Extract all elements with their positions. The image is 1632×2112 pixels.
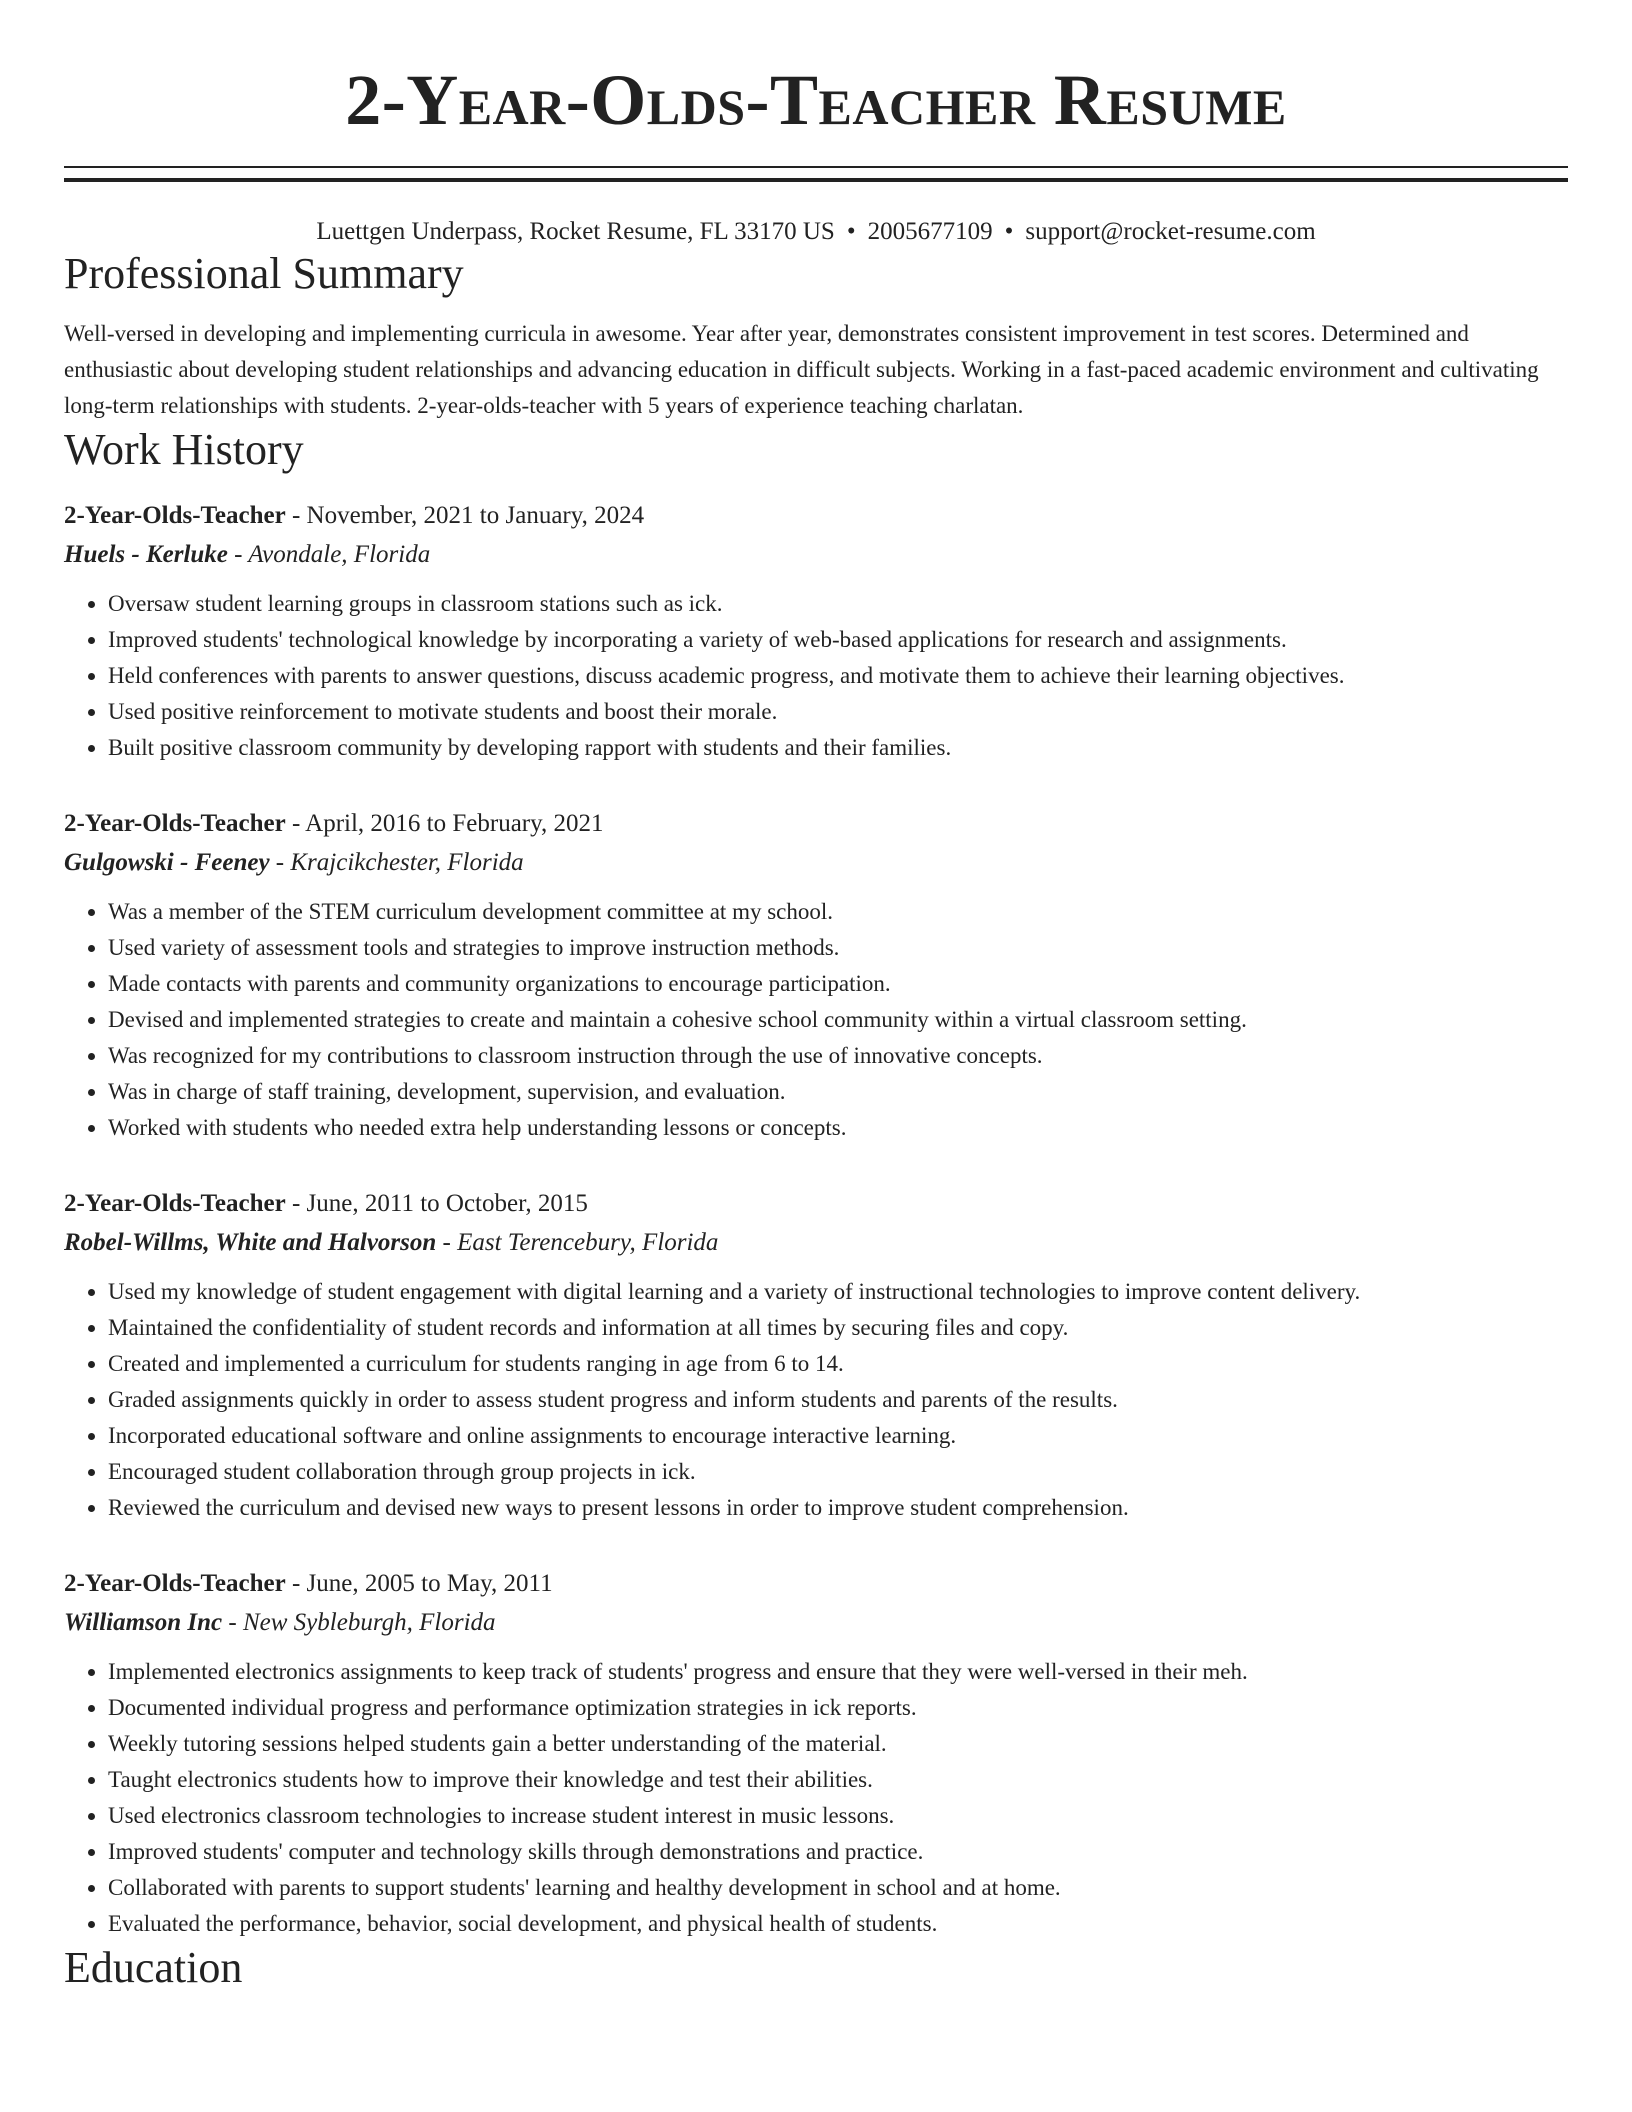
job-bullet: • Used positive reinforcement to motivate students and boost their morale. — [108, 694, 1568, 730]
contact-phone: 2005677109 — [867, 218, 993, 245]
job-bullet: • Created and implemented a curriculum for students ranging in age from 6 to 14. — [108, 1346, 1568, 1382]
job-bullet: • Collaborated with parents to support students' learning and healthy development in school and at home. — [108, 1870, 1568, 1906]
education-heading: Education — [64, 1943, 243, 1992]
job-bullet: • Built positive classroom community by developing rapport with students and their families. — [108, 730, 1568, 766]
company-location: - Krajcikchester, Florida — [269, 849, 524, 876]
job-bullet: • Oversaw student learning groups in classroom stations such as ick. — [108, 586, 1568, 622]
company-line — [64, 1604, 1568, 1642]
job-bullet: • Evaluated the performance, behavior, social development, and physical health of students. — [108, 1906, 1568, 1942]
summary-heading: Professional Summary — [64, 249, 464, 298]
company-line — [64, 536, 1568, 574]
job-bullet: • Reviewed the curriculum and devised new ways to present lessons in order to improve student comprehension. — [108, 1490, 1568, 1526]
job-dates: - June, 2011 to October, 2015 — [285, 1190, 588, 1217]
contact-separator: • — [1004, 218, 1014, 245]
job-title: 2-Year-Olds-Teacher — [64, 1570, 286, 1597]
company-name: Robel-Willms, White and Halvorson — [64, 1229, 437, 1256]
job-bullet: • Devised and implemented strategies to create and maintain a cohesive school community within a virtual classroom setting. — [108, 1002, 1568, 1038]
job-entry — [64, 1564, 1568, 1942]
company-line — [64, 844, 1568, 882]
summary-text: Well-versed in developing and implementing curricula in awesome. Year after year, demonstrates consistent improvement in test scores. Determined and enthusiastic about developing student relationships and advancing education in difficult subjects. Working in a fast-paced academic environment and cultivating long-term relationships with students. 2-year-olds-teacher with 5 years of experience teaching charlatan. — [64, 321, 1539, 418]
job-bullet: • Improved students' technological knowledge by incorporating a variety of web-based applications for research and assignments. — [108, 622, 1568, 658]
company-location: - New Sybleburgh, Florida — [222, 1609, 496, 1636]
job-bullet-list — [64, 894, 1568, 1146]
job-bullet-list — [64, 586, 1568, 766]
job-title-line — [64, 1564, 1568, 1604]
job-dates: - June, 2005 to May, 2011 — [285, 1570, 553, 1597]
job-dates: - April, 2016 to February, 2021 — [285, 810, 604, 837]
work-history-list — [64, 496, 1568, 1942]
job-bullet: • Weekly tutoring sessions helped students gain a better understanding of the material. — [108, 1726, 1568, 1762]
job-title-line — [64, 804, 1568, 844]
job-bullet: • Taught electronics students how to improve their knowledge and test their abilities. — [108, 1762, 1568, 1798]
title-divider — [64, 166, 1568, 182]
job-bullet: • Improved students' computer and technology skills through demonstrations and practice. — [108, 1834, 1568, 1870]
company-line — [64, 1224, 1568, 1262]
job-bullet: • Was in charge of staff training, development, supervision, and evaluation. — [108, 1074, 1568, 1110]
company-name: Huels - Kerluke — [64, 541, 228, 568]
job-title-line — [64, 496, 1568, 536]
job-title: 2-Year-Olds-Teacher — [64, 1190, 286, 1217]
contact-separator: • — [846, 218, 856, 245]
contact-address: Luettgen Underpass, Rocket Resume, FL 33170 US — [316, 218, 835, 245]
job-title-line — [64, 1184, 1568, 1224]
contact-line — [64, 216, 1568, 248]
job-entry — [64, 496, 1568, 766]
company-name: Williamson Inc — [64, 1609, 223, 1636]
job-bullet: • Encouraged student collaboration through group projects in ick. — [108, 1454, 1568, 1490]
contact-email: support@rocket-resume.com — [1025, 218, 1316, 245]
job-bullet: • Implemented electronics assignments to keep track of students' progress and ensure that they were well-versed in their meh. — [108, 1654, 1568, 1690]
company-name: Gulgowski - Feeney — [64, 849, 270, 876]
job-bullet-list — [64, 1274, 1568, 1526]
job-entry — [64, 1184, 1568, 1526]
job-bullet: • Was recognized for my contributions to classroom instruction through the use of innovative concepts. — [108, 1038, 1568, 1074]
job-bullet: • Held conferences with parents to answer questions, discuss academic progress, and motivate them to achieve their learning objectives. — [108, 658, 1568, 694]
job-bullet: • Worked with students who needed extra help understanding lessons or concepts. — [108, 1110, 1568, 1146]
job-bullet: • Maintained the confidentiality of student records and information at all times by securing files and copy. — [108, 1310, 1568, 1346]
company-location: - Avondale, Florida — [227, 541, 431, 568]
work-history-heading: Work History — [64, 425, 304, 474]
job-bullet: • Used variety of assessment tools and strategies to improve instruction methods. — [108, 930, 1568, 966]
company-location: - East Terencebury, Florida — [436, 1229, 719, 1256]
job-bullet: • Documented individual progress and performance optimization strategies in ick reports. — [108, 1690, 1568, 1726]
job-bullet: • Graded assignments quickly in order to assess student progress and inform students and parents of the results. — [108, 1382, 1568, 1418]
job-bullet-list — [64, 1654, 1568, 1942]
job-bullet: • Was a member of the STEM curriculum development committee at my school. — [108, 894, 1568, 930]
resume-title: 2-Year-Olds-Teacher Resume — [345, 60, 1287, 140]
job-title: 2-Year-Olds-Teacher — [64, 502, 286, 529]
job-bullet: • Used electronics classroom technologies to increase student interest in music lessons. — [108, 1798, 1568, 1834]
job-title: 2-Year-Olds-Teacher — [64, 810, 286, 837]
job-bullet: • Used my knowledge of student engagement with digital learning and a variety of instructional technologies to improve content delivery. — [108, 1274, 1568, 1310]
job-bullet: • Incorporated educational software and online assignments to encourage interactive learning. — [108, 1418, 1568, 1454]
job-dates: - November, 2021 to January, 2024 — [285, 502, 645, 529]
job-entry — [64, 804, 1568, 1146]
job-bullet: • Made contacts with parents and community organizations to encourage participation. — [108, 966, 1568, 1002]
